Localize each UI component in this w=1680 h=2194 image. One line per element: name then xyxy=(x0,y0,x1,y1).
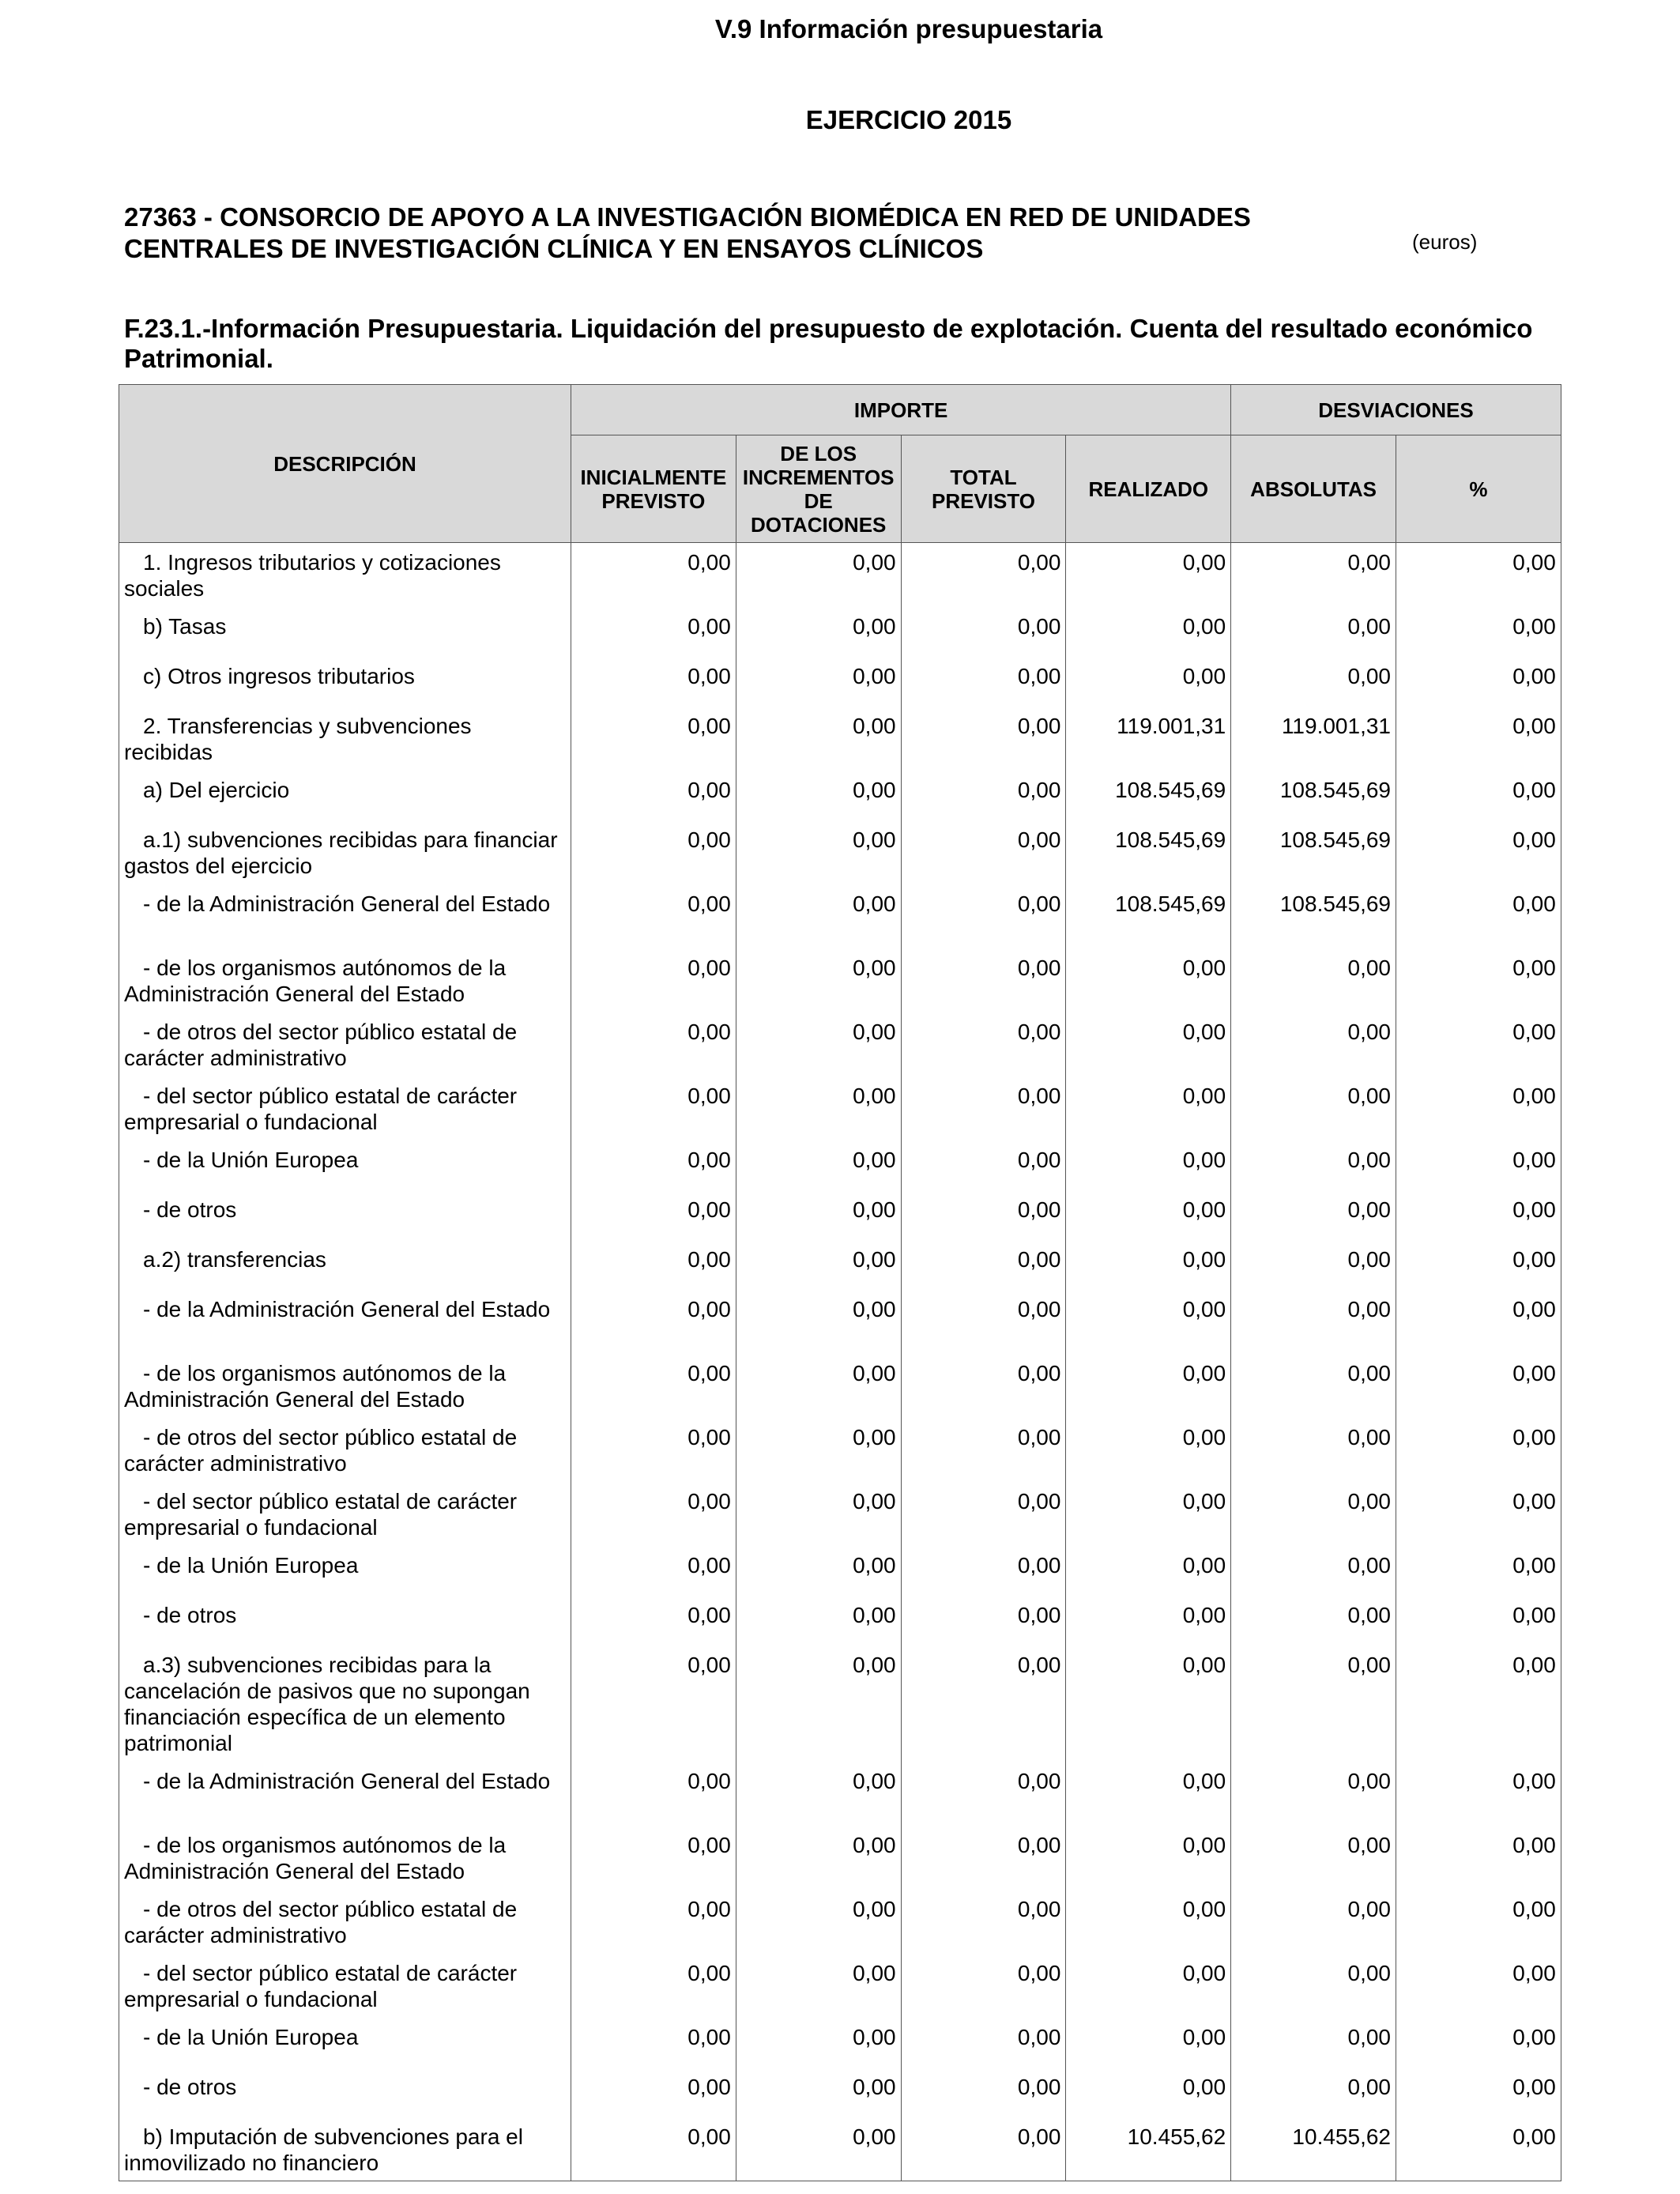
cell-incrementos: 0,00 xyxy=(736,1646,901,1762)
cell-realizado: 0,00 xyxy=(1066,1546,1231,1596)
table-row xyxy=(119,607,1561,657)
table-row xyxy=(119,1190,1561,1240)
cell-inicial: 0,00 xyxy=(571,1418,736,1482)
cell-total: 0,00 xyxy=(901,1012,1066,1076)
cell-realizado: 119.001,31 xyxy=(1066,707,1231,771)
cell-inicial: 0,00 xyxy=(571,771,736,820)
cell-inicial: 0,00 xyxy=(571,884,736,948)
cell-absolutas: 0,00 xyxy=(1231,1190,1396,1240)
cell-incrementos: 0,00 xyxy=(736,1190,901,1240)
row-description xyxy=(119,948,571,1012)
cell-inicial: 0,00 xyxy=(571,1482,736,1546)
row-description xyxy=(119,1354,571,1418)
cell-absolutas: 0,00 xyxy=(1231,1596,1396,1646)
header-incrementos: DE LOS INCREMENTOS DE DOTACIONES xyxy=(736,435,901,543)
row-description xyxy=(119,771,571,820)
cell-realizado: 108.545,69 xyxy=(1066,820,1231,884)
row-description xyxy=(119,1826,571,1890)
cell-realizado: 0,00 xyxy=(1066,543,1231,607)
row-description xyxy=(119,543,571,607)
cell-realizado: 0,00 xyxy=(1066,1482,1231,1546)
cell-realizado: 0,00 xyxy=(1066,1190,1231,1240)
cell-total: 0,00 xyxy=(901,1240,1066,1290)
table-row xyxy=(119,1954,1561,2018)
row-description xyxy=(119,1482,571,1546)
cell-absolutas: 108.545,69 xyxy=(1231,884,1396,948)
header-realizado: REALIZADO xyxy=(1066,435,1231,543)
entity-name xyxy=(124,202,1251,265)
table-row xyxy=(119,1482,1561,1546)
table-row xyxy=(119,2018,1561,2068)
row-description xyxy=(119,1596,571,1646)
cell-total: 0,00 xyxy=(901,884,1066,948)
cell-realizado: 0,00 xyxy=(1066,1354,1231,1418)
row-description-text: - de otros xyxy=(143,1602,237,1627)
cell-inicial: 0,00 xyxy=(571,707,736,771)
cell-inicial: 0,00 xyxy=(571,948,736,1012)
header-porcentaje: % xyxy=(1396,435,1561,543)
entity-line-2: CENTRALES DE INVESTIGACIÓN CLÍNICA Y EN ENSAYOS CLÍNICOS xyxy=(124,234,984,263)
cell-incrementos: 0,00 xyxy=(736,1076,901,1140)
cell-incrementos: 0,00 xyxy=(736,1354,901,1418)
cell-porcentaje: 0,00 xyxy=(1396,1596,1561,1646)
row-description xyxy=(119,1012,571,1076)
cell-incrementos: 0,00 xyxy=(736,1954,901,2018)
cell-porcentaje: 0,00 xyxy=(1396,1546,1561,1596)
cell-realizado: 0,00 xyxy=(1066,1418,1231,1482)
table-row xyxy=(119,1140,1561,1190)
header-absolutas: ABSOLUTAS xyxy=(1231,435,1396,543)
cell-incrementos: 0,00 xyxy=(736,948,901,1012)
page-title: V.9 Información presupuestaria xyxy=(714,14,1103,43)
cell-total: 0,00 xyxy=(901,1354,1066,1418)
cell-total: 0,00 xyxy=(901,1596,1066,1646)
cell-inicial: 0,00 xyxy=(571,2117,736,2181)
table-row xyxy=(119,771,1561,820)
row-description-text: - de otros xyxy=(143,1197,237,1222)
row-description xyxy=(119,707,571,771)
table-row xyxy=(119,543,1561,607)
cell-absolutas: 0,00 xyxy=(1231,1076,1396,1140)
row-description xyxy=(119,2068,571,2117)
cell-porcentaje: 0,00 xyxy=(1396,657,1561,707)
cell-incrementos: 0,00 xyxy=(736,2018,901,2068)
header-desviaciones: DESVIACIONES xyxy=(1231,385,1561,435)
cell-absolutas: 0,00 xyxy=(1231,1954,1396,2018)
cell-inicial: 0,00 xyxy=(571,1826,736,1890)
row-description-text: c) Otros ingresos tributarios xyxy=(143,663,415,688)
cell-porcentaje: 0,00 xyxy=(1396,607,1561,657)
cell-absolutas: 0,00 xyxy=(1231,1826,1396,1890)
row-description xyxy=(119,1076,571,1140)
table-row xyxy=(119,1826,1561,1890)
cell-absolutas: 0,00 xyxy=(1231,2068,1396,2117)
cell-total: 0,00 xyxy=(901,1482,1066,1546)
cell-incrementos: 0,00 xyxy=(736,1482,901,1546)
cell-total: 0,00 xyxy=(901,1646,1066,1762)
cell-inicial: 0,00 xyxy=(571,2068,736,2117)
cell-incrementos: 0,00 xyxy=(736,1290,901,1354)
row-description-text: - del sector público estatal de carácter empresarial o fundacional xyxy=(124,1960,518,2011)
row-description-text: - de los organismos autónomos de la Administración General del Estado xyxy=(124,1360,507,1412)
cell-total: 0,00 xyxy=(901,948,1066,1012)
cell-realizado: 0,00 xyxy=(1066,1240,1231,1290)
cell-realizado: 0,00 xyxy=(1066,1076,1231,1140)
cell-inicial: 0,00 xyxy=(571,543,736,607)
header-importe: IMPORTE xyxy=(571,385,1231,435)
cell-porcentaje: 0,00 xyxy=(1396,1418,1561,1482)
header-inicialmente-previsto: INICIALMENTE PREVISTO xyxy=(571,435,736,543)
row-description-text: a.3) subvenciones recibidas para la cancelación de pasivos que no supongan financiación específica de un elemento patrimonial xyxy=(124,1652,530,1755)
row-description-text: - de los organismos autónomos de la Administración General del Estado xyxy=(124,1832,507,1883)
cell-absolutas: 108.545,69 xyxy=(1231,771,1396,820)
row-description xyxy=(119,820,571,884)
cell-total: 0,00 xyxy=(901,2068,1066,2117)
row-description-text: - de la Administración General del Estado xyxy=(143,1768,551,1793)
row-description-text: - de otros del sector público estatal de carácter administrativo xyxy=(124,1896,518,1947)
cell-incrementos: 0,00 xyxy=(736,1546,901,1596)
table-row xyxy=(119,1240,1561,1290)
cell-absolutas: 0,00 xyxy=(1231,1012,1396,1076)
row-description-text: a.1) subvenciones recibidas para financiar gastos del ejercicio xyxy=(124,827,558,878)
cell-incrementos: 0,00 xyxy=(736,771,901,820)
cell-inicial: 0,00 xyxy=(571,1890,736,1954)
cell-incrementos: 0,00 xyxy=(736,2068,901,2117)
cell-realizado: 0,00 xyxy=(1066,607,1231,657)
cell-porcentaje: 0,00 xyxy=(1396,1482,1561,1546)
table-row xyxy=(119,1890,1561,1954)
cell-incrementos: 0,00 xyxy=(736,1762,901,1826)
cell-inicial: 0,00 xyxy=(571,1076,736,1140)
cell-total: 0,00 xyxy=(901,657,1066,707)
cell-incrementos: 0,00 xyxy=(736,607,901,657)
cell-realizado: 10.455,62 xyxy=(1066,2117,1231,2181)
cell-incrementos: 0,00 xyxy=(736,707,901,771)
row-description xyxy=(119,884,571,948)
row-description xyxy=(119,1418,571,1482)
table-row xyxy=(119,884,1561,948)
row-description-text: b) Imputación de subvenciones para el inmovilizado no financiero xyxy=(124,2124,523,2175)
cell-incrementos: 0,00 xyxy=(736,1240,901,1290)
cell-inicial: 0,00 xyxy=(571,1290,736,1354)
cell-porcentaje: 0,00 xyxy=(1396,1240,1561,1290)
cell-incrementos: 0,00 xyxy=(736,2117,901,2181)
cell-inicial: 0,00 xyxy=(571,1954,736,2018)
cell-inicial: 0,00 xyxy=(571,1240,736,1290)
cell-porcentaje: 0,00 xyxy=(1396,1012,1561,1076)
cell-total: 0,00 xyxy=(901,1418,1066,1482)
exercise-title: EJERCICIO 2015 xyxy=(805,105,1012,134)
row-description-text: - del sector público estatal de carácter empresarial o fundacional xyxy=(124,1083,518,1134)
cell-total: 0,00 xyxy=(901,1890,1066,1954)
cell-absolutas: 0,00 xyxy=(1231,1762,1396,1826)
row-description xyxy=(119,2117,571,2181)
cell-total: 0,00 xyxy=(901,1140,1066,1190)
table-row xyxy=(119,820,1561,884)
cell-realizado: 0,00 xyxy=(1066,1954,1231,2018)
cell-realizado: 0,00 xyxy=(1066,2068,1231,2117)
cell-porcentaje: 0,00 xyxy=(1396,1290,1561,1354)
cell-porcentaje: 0,00 xyxy=(1396,1354,1561,1418)
cell-incrementos: 0,00 xyxy=(736,884,901,948)
row-description-text: b) Tasas xyxy=(143,613,227,639)
cell-incrementos: 0,00 xyxy=(736,1012,901,1076)
cell-porcentaje: 0,00 xyxy=(1396,543,1561,607)
cell-porcentaje: 0,00 xyxy=(1396,1890,1561,1954)
cell-total: 0,00 xyxy=(901,1190,1066,1240)
cell-total: 0,00 xyxy=(901,1954,1066,2018)
cell-porcentaje: 0,00 xyxy=(1396,1954,1561,2018)
table-row xyxy=(119,1546,1561,1596)
cell-inicial: 0,00 xyxy=(571,1546,736,1596)
cell-porcentaje: 0,00 xyxy=(1396,2117,1561,2181)
cell-inicial: 0,00 xyxy=(571,820,736,884)
cell-inicial: 0,00 xyxy=(571,1646,736,1762)
cell-realizado: 0,00 xyxy=(1066,2018,1231,2068)
cell-total: 0,00 xyxy=(901,543,1066,607)
cell-porcentaje: 0,00 xyxy=(1396,820,1561,884)
row-description-text: - de la Unión Europea xyxy=(143,2024,359,2049)
cell-realizado: 108.545,69 xyxy=(1066,771,1231,820)
table-row xyxy=(119,1354,1561,1418)
section-title: F.23.1.-Información Presupuestaria. Liquidación del presupuesto de explotación. Cuenta del resultado económico Patrimonial. xyxy=(124,314,1533,373)
cell-absolutas: 0,00 xyxy=(1231,1890,1396,1954)
cell-absolutas: 0,00 xyxy=(1231,657,1396,707)
row-description-text: a.2) transferencias xyxy=(143,1246,326,1272)
cell-total: 0,00 xyxy=(901,2117,1066,2181)
row-description-text: - de la Unión Europea xyxy=(143,1147,359,1172)
table-row xyxy=(119,1596,1561,1646)
row-description-text: - de la Administración General del Estado xyxy=(143,891,551,916)
cell-incrementos: 0,00 xyxy=(736,1596,901,1646)
row-description xyxy=(119,1890,571,1954)
cell-absolutas: 0,00 xyxy=(1231,1354,1396,1418)
cell-absolutas: 10.455,62 xyxy=(1231,2117,1396,2181)
row-description xyxy=(119,1190,571,1240)
cell-absolutas: 0,00 xyxy=(1231,1290,1396,1354)
cell-incrementos: 0,00 xyxy=(736,657,901,707)
row-description xyxy=(119,607,571,657)
cell-inicial: 0,00 xyxy=(571,2018,736,2068)
row-description xyxy=(119,2018,571,2068)
cell-realizado: 0,00 xyxy=(1066,1290,1231,1354)
cell-porcentaje: 0,00 xyxy=(1396,1826,1561,1890)
row-description xyxy=(119,1140,571,1190)
cell-absolutas: 0,00 xyxy=(1231,1646,1396,1762)
cell-porcentaje: 0,00 xyxy=(1396,1190,1561,1240)
cell-realizado: 0,00 xyxy=(1066,1596,1231,1646)
row-description-text: 1. Ingresos tributarios y cotizaciones sociales xyxy=(124,550,501,601)
table-row xyxy=(119,1290,1561,1354)
cell-absolutas: 0,00 xyxy=(1231,1240,1396,1290)
cell-inicial: 0,00 xyxy=(571,657,736,707)
cell-porcentaje: 0,00 xyxy=(1396,1646,1561,1762)
row-description xyxy=(119,657,571,707)
cell-incrementos: 0,00 xyxy=(736,1140,901,1190)
budget-table xyxy=(119,384,1561,2181)
cell-porcentaje: 0,00 xyxy=(1396,1076,1561,1140)
row-description-text: - de otros del sector público estatal de carácter administrativo xyxy=(124,1019,518,1070)
cell-total: 0,00 xyxy=(901,1546,1066,1596)
table-row xyxy=(119,1418,1561,1482)
table-row xyxy=(119,1076,1561,1140)
cell-realizado: 0,00 xyxy=(1066,1890,1231,1954)
cell-inicial: 0,00 xyxy=(571,1012,736,1076)
table-row xyxy=(119,1012,1561,1076)
row-description xyxy=(119,1546,571,1596)
cell-porcentaje: 0,00 xyxy=(1396,948,1561,1012)
cell-inicial: 0,00 xyxy=(571,1354,736,1418)
cell-total: 0,00 xyxy=(901,2018,1066,2068)
cell-absolutas: 0,00 xyxy=(1231,1418,1396,1482)
cell-total: 0,00 xyxy=(901,1290,1066,1354)
cell-incrementos: 0,00 xyxy=(736,820,901,884)
units-label: (euros) xyxy=(1412,230,1478,254)
cell-realizado: 0,00 xyxy=(1066,1826,1231,1890)
cell-absolutas: 0,00 xyxy=(1231,1482,1396,1546)
cell-realizado: 0,00 xyxy=(1066,948,1231,1012)
row-description-text: - de la Administración General del Estado xyxy=(143,1296,551,1321)
cell-incrementos: 0,00 xyxy=(736,1890,901,1954)
cell-absolutas: 0,00 xyxy=(1231,1546,1396,1596)
header-total-previsto: TOTAL PREVISTO xyxy=(901,435,1066,543)
table-row xyxy=(119,2117,1561,2181)
cell-absolutas: 108.545,69 xyxy=(1231,820,1396,884)
cell-total: 0,00 xyxy=(901,820,1066,884)
cell-absolutas: 119.001,31 xyxy=(1231,707,1396,771)
cell-total: 0,00 xyxy=(901,1826,1066,1890)
row-description-text: - de otros xyxy=(143,2074,237,2099)
cell-porcentaje: 0,00 xyxy=(1396,2068,1561,2117)
cell-total: 0,00 xyxy=(901,1762,1066,1826)
cell-total: 0,00 xyxy=(901,771,1066,820)
cell-inicial: 0,00 xyxy=(571,1762,736,1826)
cell-incrementos: 0,00 xyxy=(736,543,901,607)
row-description xyxy=(119,1240,571,1290)
cell-absolutas: 0,00 xyxy=(1231,1140,1396,1190)
table-row xyxy=(119,707,1561,771)
cell-realizado: 0,00 xyxy=(1066,1012,1231,1076)
row-description-text: - de los organismos autónomos de la Administración General del Estado xyxy=(124,955,507,1006)
cell-incrementos: 0,00 xyxy=(736,1826,901,1890)
row-description-text: - de la Unión Europea xyxy=(143,1552,359,1578)
cell-incrementos: 0,00 xyxy=(736,1418,901,1482)
entity-line-1: 27363 - CONSORCIO DE APOYO A LA INVESTIGACIÓN BIOMÉDICA EN RED DE UNIDADES xyxy=(124,202,1251,232)
table-row xyxy=(119,1762,1561,1826)
table-row xyxy=(119,2068,1561,2117)
cell-realizado: 0,00 xyxy=(1066,1646,1231,1762)
cell-porcentaje: 0,00 xyxy=(1396,884,1561,948)
row-description-text: 2. Transferencias y subvenciones recibidas xyxy=(124,713,472,764)
cell-inicial: 0,00 xyxy=(571,1140,736,1190)
cell-absolutas: 0,00 xyxy=(1231,948,1396,1012)
cell-realizado: 108.545,69 xyxy=(1066,884,1231,948)
cell-realizado: 0,00 xyxy=(1066,657,1231,707)
cell-porcentaje: 0,00 xyxy=(1396,771,1561,820)
cell-porcentaje: 0,00 xyxy=(1396,707,1561,771)
row-description-text: - del sector público estatal de carácter empresarial o fundacional xyxy=(124,1488,518,1540)
cell-inicial: 0,00 xyxy=(571,607,736,657)
row-description-text: a) Del ejercicio xyxy=(143,777,290,802)
cell-absolutas: 0,00 xyxy=(1231,543,1396,607)
table-row xyxy=(119,1646,1561,1762)
cell-absolutas: 0,00 xyxy=(1231,2018,1396,2068)
cell-absolutas: 0,00 xyxy=(1231,607,1396,657)
cell-porcentaje: 0,00 xyxy=(1396,2018,1561,2068)
cell-porcentaje: 0,00 xyxy=(1396,1762,1561,1826)
cell-inicial: 0,00 xyxy=(571,1596,736,1646)
cell-porcentaje: 0,00 xyxy=(1396,1140,1561,1190)
cell-total: 0,00 xyxy=(901,1076,1066,1140)
row-description xyxy=(119,1762,571,1826)
cell-total: 0,00 xyxy=(901,707,1066,771)
table-row xyxy=(119,657,1561,707)
row-description xyxy=(119,1954,571,2018)
row-description xyxy=(119,1646,571,1762)
row-description xyxy=(119,1290,571,1354)
cell-realizado: 0,00 xyxy=(1066,1762,1231,1826)
header-descripcion: DESCRIPCIÓN xyxy=(119,385,571,543)
cell-total: 0,00 xyxy=(901,607,1066,657)
cell-inicial: 0,00 xyxy=(571,1190,736,1240)
cell-realizado: 0,00 xyxy=(1066,1140,1231,1190)
row-description-text: - de otros del sector público estatal de carácter administrativo xyxy=(124,1424,518,1476)
table-row xyxy=(119,948,1561,1012)
